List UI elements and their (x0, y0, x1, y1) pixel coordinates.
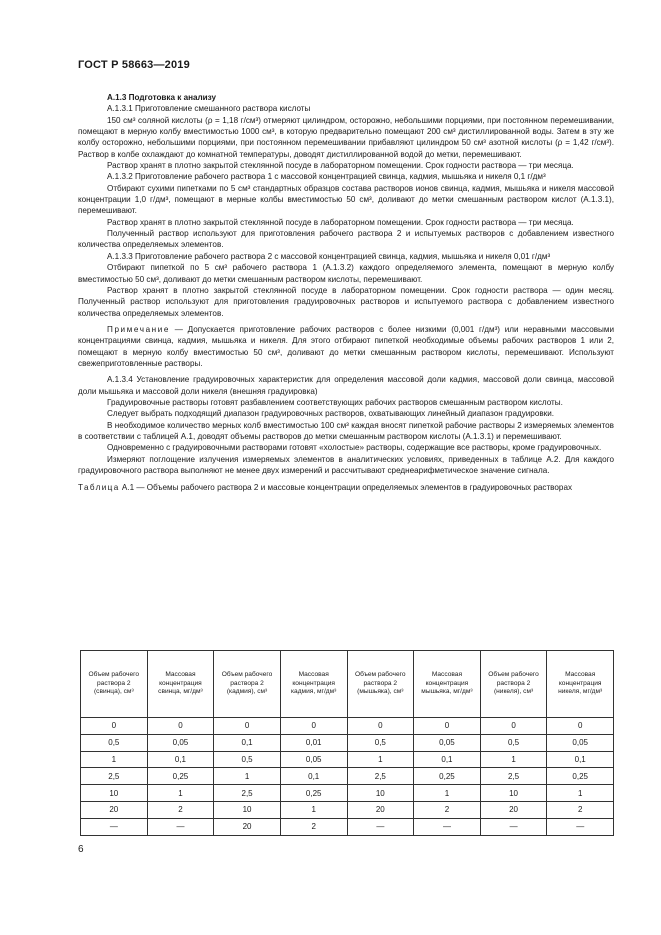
table-cell: 1 (147, 785, 214, 802)
table-cell: 2,5 (480, 768, 547, 785)
table-row (81, 801, 614, 818)
table-cell: 2 (147, 801, 214, 818)
table-cell: 0,1 (280, 768, 347, 785)
table-row (81, 751, 614, 768)
table-cell: 10 (81, 785, 148, 802)
table-cell: 0 (214, 718, 281, 735)
note-label: Примечание (107, 324, 171, 334)
table-cell: 2,5 (214, 785, 281, 802)
table-caption-text: А.1 — Объемы рабочего раствора 2 и массовые концентрации определяемых элементов в градуировочных растворах (119, 483, 573, 493)
table-cell: 1 (280, 801, 347, 818)
table-cell: 0,25 (547, 768, 614, 785)
table-cell: — (347, 818, 414, 835)
table-cell: 0,1 (214, 734, 281, 751)
table-cell: 2 (414, 801, 481, 818)
table-cell: 1 (480, 751, 547, 768)
table-cell: 0,5 (347, 734, 414, 751)
subsection-heading: А.1.3.1 Приготовление смешанного раствора кислоты (107, 104, 311, 114)
table-cell: 2 (547, 801, 614, 818)
table-cell: 2 (280, 818, 347, 835)
paragraph: Следует выбрать подходящий диапазон градуировочных растворов, охватывающих линейный диапазон градуировки. (107, 409, 555, 419)
paragraph: Измеряют поглощение излучения измеряемых элементов в аналитических условиях, приведенных в таблице А.2. Для каждого градуировочного раствора выполняют не менее двух измерений и рассчитывают среднеарифметическое значение сигнала. (78, 454, 614, 475)
table-cell: 20 (347, 801, 414, 818)
subsection-heading: А.1.3.3 Приготовление рабочего раствора 2 с массовой концентрацией свинца, кадмия, мышьяка и никеля 0,01 г/дм³ (107, 251, 551, 261)
table-cell: 0,25 (147, 768, 214, 785)
table-cell: 0 (81, 718, 148, 735)
col-header-lead-volume: Объем рабочего раствора 2 (свинца), см³ (81, 651, 148, 718)
table-caption-label: Таблица (78, 483, 120, 493)
table-cell: 0 (347, 718, 414, 735)
table-row (81, 734, 614, 751)
table-row (81, 785, 614, 802)
table-cell: 0,05 (280, 751, 347, 768)
table-row (81, 768, 614, 785)
table-cell: 0,05 (147, 734, 214, 751)
table-cell: 0,5 (81, 734, 148, 751)
table-cell: 10 (347, 785, 414, 802)
paragraph: 150 см³ соляной кислоты (ρ = 1,18 г/см³) отмеряют цилиндром, осторожно, небольшими порциями, при постоянном перемешивании, помещают в мерную колбу вместимостью 1000 см³, в которую предварительно помещают 200 см³ дистиллированной воды. Затем в эту же колбу осторожно, небольшими порциями, при постоянном перемешивании прибавляют цилиндром 50 см³ азотной кислоты (ρ = 1,42 г/см³). Раствор в колбе охлаждают до комнатной температуры, доводят дистиллированной водой до метки, перемешивают. (78, 115, 614, 159)
col-header-arsenic-volume: Объем рабочего раствора 2 (мышьяка), см³ (347, 651, 414, 718)
table-cell: 20 (214, 818, 281, 835)
table-row (81, 818, 614, 835)
table-cell: 0,05 (414, 734, 481, 751)
table-cell: 0,01 (280, 734, 347, 751)
table-cell: 0,5 (480, 734, 547, 751)
table-cell: 2,5 (81, 768, 148, 785)
table-cell: 0,25 (414, 768, 481, 785)
table-cell: 1 (214, 768, 281, 785)
table-cell: — (414, 818, 481, 835)
paragraph: Раствор хранят в плотно закрытой стеклянной посуде в лабораторном помещении. Срок годности раствора — один месяц. Полученный раствор используют для приготовления градуировочных растворов и испытуемого раствора с добавлением известного количества определяемых элементов. (78, 285, 614, 318)
table-cell: 0 (547, 718, 614, 735)
col-header-lead-concentration: Массовая концентрация свинца, мг/дм³ (147, 651, 214, 718)
subsection-heading: А.1.3.4 Установление градуировочных характеристик для определения массовой доли кадмия, массовой доли свинца, массовой доли мышьяка и массовой доли никеля (внешняя градуировка) (78, 375, 614, 396)
table-cell: 0,5 (214, 751, 281, 768)
col-header-nickel-concentration: Массовая концентрация никеля, мг/дм³ (547, 651, 614, 718)
table-row (81, 718, 614, 735)
table-cell: 1 (347, 751, 414, 768)
table-cell: 1 (547, 785, 614, 802)
paragraph: Отбирают пипеткой по 5 см³ рабочего раствора 1 (А.1.3.2) каждого определяемого элемента, помещают в мерную колбу вместимостью 50 см³, доливают до метки смешанным раствором кислоты, перемешивают. (78, 263, 614, 284)
table-cell: 0 (147, 718, 214, 735)
section-body (78, 92, 614, 494)
section-heading: А.1.3 Подготовка к анализу (107, 93, 217, 102)
table-cell: 1 (81, 751, 148, 768)
subsection-heading: А.1.3.2 Приготовление рабочего раствора 1 с массовой концентрацией свинца, кадмия, мышьяка и никеля 0,1 г/дм³ (107, 172, 546, 182)
paragraph: Раствор хранят в плотно закрытой стеклянной посуде в лабораторном помещении. Срок годности раствора — три месяца. (107, 161, 574, 171)
table-cell: — (147, 818, 214, 835)
table-cell: — (480, 818, 547, 835)
table-cell: 0,05 (547, 734, 614, 751)
col-header-cadmium-volume: Объем рабочего раствора 2 (кадмия), см³ (214, 651, 281, 718)
paragraph: Градуировочные растворы готовят разбавлением соответствующих рабочих растворов смешанным раствором кислоты. (107, 397, 563, 407)
table-cell: 0,1 (547, 751, 614, 768)
table-cell: 2,5 (347, 768, 414, 785)
table-cell: 10 (214, 801, 281, 818)
table-cell: 20 (81, 801, 148, 818)
paragraph: Одновременно с градуировочными растворами готовят «холостые» растворы, содержащие все растворы, кроме градуировочных. (107, 443, 602, 453)
table-cell: 0,1 (414, 751, 481, 768)
note-text: — Допускается приготовление рабочих растворов с более низкими (0,001 г/дм³) или неравными массовыми концентрациями свинца, кадмия, мышьяка и никеля. Для этого отбирают пипеткой необходимые объемы рабочих растворов 1 или 2, помещают в мерную колбу вместимостью 50 см³, доливают до метки смешанным раствором кислоты, перемешивают. Используют свежеприготовленные растворы. (78, 324, 614, 368)
page-number: 6 (78, 844, 84, 855)
note (78, 324, 614, 369)
volumes-table (80, 650, 614, 836)
table-cell: — (81, 818, 148, 835)
paragraph: В необходимое количество мерных колб вместимостью 100 см³ каждая вносят пипеткой рабочие растворы 2 измеряемых элементов в соответствии с таблицей А.1, доводят объемы растворов до метки смешанным раствором кислоты (А.1.3.1) и перемешивают. (78, 420, 614, 441)
table-cell: 20 (480, 801, 547, 818)
table-cell: 1 (414, 785, 481, 802)
table-cell: — (547, 818, 614, 835)
table-cell: 0 (480, 718, 547, 735)
col-header-nickel-volume: Объем рабочего раствора 2 (никеля), см³ (480, 651, 547, 718)
standard-header: ГОСТ Р 58663—2019 (78, 59, 190, 71)
paragraph: Раствор хранят в плотно закрытой стеклянной посуде в лабораторном помещении. Срок годности раствора — три месяца. (107, 217, 574, 227)
table-caption (78, 482, 614, 493)
table-cell: 0,1 (147, 751, 214, 768)
paragraph: Отбирают сухими пипетками по 5 см³ стандартных образцов состава растворов ионов свинца, кадмия, мышьяка и никеля массовой концентрации 1,0 г/дм³, помещают в мерные колбы вместимостью 50 см³, доливают до метки смешанным раствором кислот (А.1.3.1), перемешивают. (78, 183, 614, 216)
table-body (81, 718, 614, 836)
table-cell: 0 (414, 718, 481, 735)
col-header-arsenic-concentration: Массовая концентрация мышьяка, мг/дм³ (414, 651, 481, 718)
table-header-row (81, 651, 614, 718)
table-cell: 10 (480, 785, 547, 802)
paragraph: Полученный раствор используют для приготовления рабочего раствора 2 и испытуемых растворов с добавлением известного количества определяемых элементов. (78, 229, 614, 250)
col-header-cadmium-concentration: Массовая концентрация кадмия, мг/дм³ (280, 651, 347, 718)
table-cell: 0,25 (280, 785, 347, 802)
table-cell: 0 (280, 718, 347, 735)
